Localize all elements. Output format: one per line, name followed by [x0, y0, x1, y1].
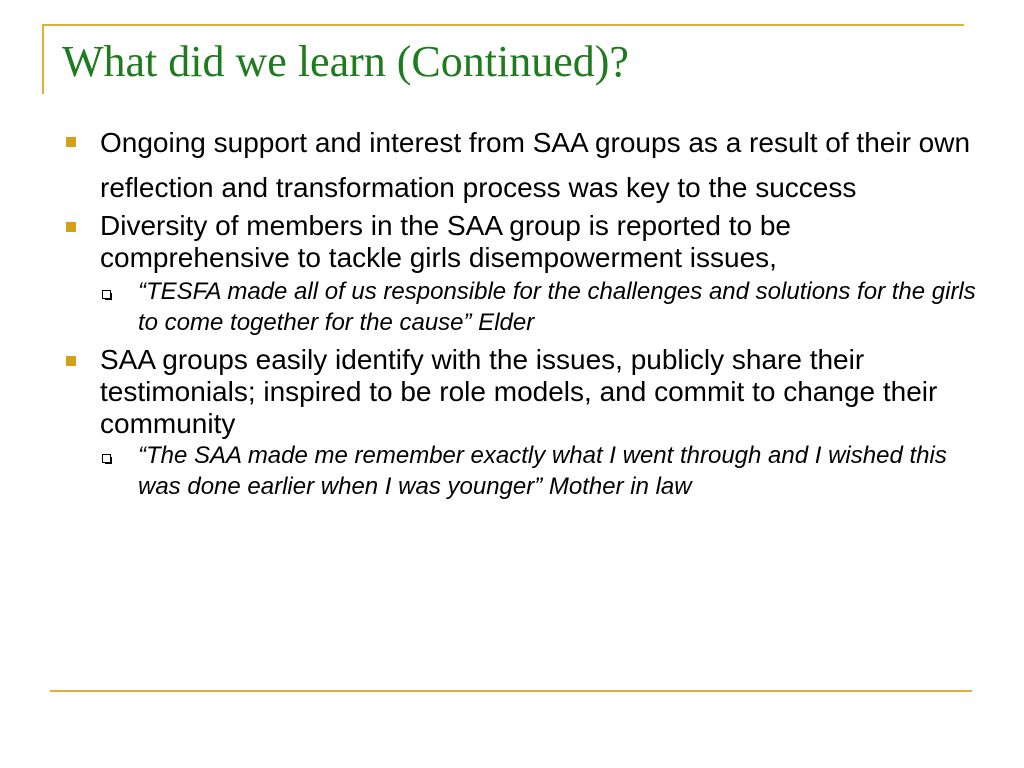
filled-square-bullet-icon — [66, 356, 76, 366]
top-accent-rule — [44, 24, 964, 26]
slide-title: What did we learn (Continued)? — [62, 37, 629, 86]
bullet-item — [62, 120, 982, 210]
sub-bullet-item — [100, 440, 982, 502]
bullet-text: Ongoing support and interest from SAA groups as a result of their own reflection and transformation process was key to the success — [100, 127, 971, 203]
bullet-text: Diversity of members in the SAA group is reported to be comprehensive to tackle girls disempowerment issues, — [100, 210, 791, 273]
filled-square-bullet-icon — [66, 222, 76, 232]
hollow-square-bullet-icon — [102, 290, 111, 299]
bullet-item — [62, 210, 982, 274]
bullet-item — [62, 344, 982, 440]
quote-text: “TESFA made all of us responsible for the challenges and solutions for the girls to come together for the cause” Elder — [138, 278, 976, 336]
bullet-text: SAA groups easily identify with the issues, publicly share their testimonials; inspired to be role models, and commit to change their community — [100, 344, 938, 439]
sub-bullet-item — [100, 276, 982, 338]
filled-square-bullet-icon — [66, 137, 76, 147]
bottom-accent-rule — [50, 690, 972, 692]
quote-text: “The SAA made me remember exactly what I went through and I wished this was done earlier when I was younger” Mother in law — [138, 442, 947, 500]
left-accent-rule — [42, 24, 44, 94]
hollow-square-bullet-icon — [102, 454, 111, 463]
slide-body — [62, 120, 982, 502]
